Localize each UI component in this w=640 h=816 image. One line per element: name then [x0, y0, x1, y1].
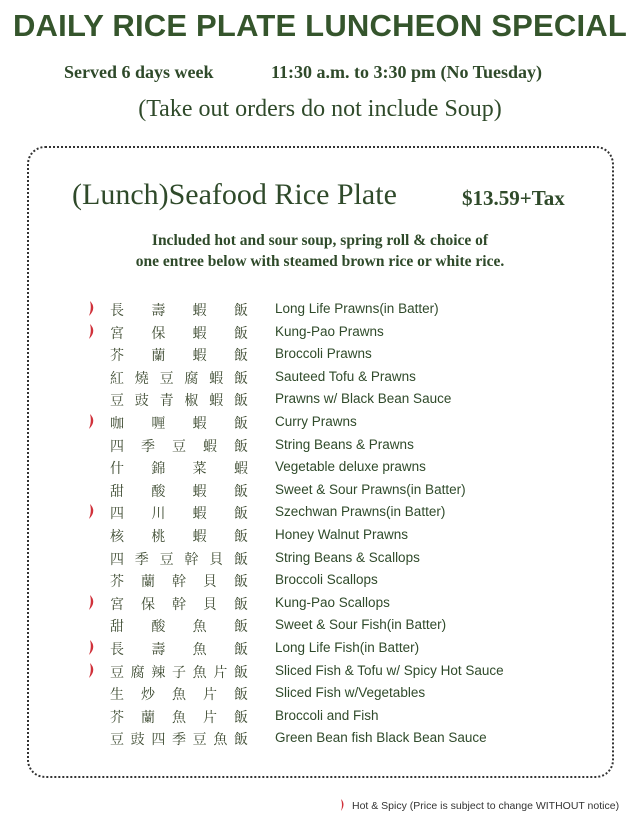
- menu-item: [88, 388, 508, 411]
- menu-item: [88, 456, 508, 479]
- menu-item: [88, 682, 508, 705]
- item-english-name: Green Bean fish Black Bean Sauce: [275, 730, 487, 746]
- served-hours: 11:30 a.m. to 3:30 pm (No Tuesday): [271, 62, 543, 82]
- item-chinese-name: 甜酸蝦飯: [110, 483, 276, 500]
- item-english-name: Broccoli and Fish: [275, 707, 379, 723]
- item-english-name: Sweet & Sour Fish(in Batter): [275, 617, 447, 633]
- item-english-name: Kung-Pao Scallops: [275, 594, 390, 610]
- menu-items-list: [88, 298, 508, 750]
- footnote-text: Hot & Spicy (Price is subject to change WITHOUT notice): [352, 800, 620, 812]
- item-chinese-name: 生炒魚片飯: [110, 687, 265, 704]
- chili-pepper-icon: [88, 663, 96, 678]
- menu-item: [88, 298, 508, 321]
- item-chinese-name: 什錦菜蝦: [110, 461, 276, 478]
- footnote: [340, 799, 619, 812]
- chili-pepper-icon: [88, 414, 96, 429]
- chili-pepper-icon: [88, 504, 96, 519]
- item-chinese-name: 四川蝦飯: [110, 506, 276, 523]
- item-english-name: Kung-Pao Prawns: [275, 323, 384, 339]
- item-chinese-name: 四季豆蝦飯: [110, 438, 265, 455]
- item-english-name: Sliced Fish w/Vegetables: [275, 685, 426, 701]
- served-days: Served 6 days week: [64, 62, 214, 82]
- item-chinese-name: 長壽蝦飯: [110, 303, 276, 319]
- page-title: DAILY RICE PLATE LUNCHEON SPECIAL: [12, 8, 628, 43]
- item-chinese-name: 芥蘭幹貝飯: [110, 574, 265, 591]
- item-english-name: Sweet & Sour Prawns(in Batter): [275, 481, 466, 497]
- menu-item: [88, 411, 508, 434]
- plate-price: $13.59+Tax: [462, 186, 565, 210]
- item-english-name: Szechwan Prawns(in Batter): [275, 504, 446, 520]
- menu-item: [88, 660, 508, 683]
- item-english-name: Prawns w/ Black Bean Sauce: [275, 391, 452, 407]
- chili-pepper-icon: [88, 595, 96, 610]
- chili-pepper-icon: [88, 640, 96, 655]
- item-chinese-name: 宮保蝦飯: [110, 325, 276, 342]
- menu-item: [88, 343, 508, 366]
- menu-item: [88, 637, 508, 660]
- menu-item: [88, 569, 508, 592]
- item-chinese-name: 紅燒豆腐蝦飯: [110, 370, 259, 387]
- chili-pepper-icon: [340, 799, 346, 811]
- menu-item: [88, 592, 508, 615]
- menu-item: [88, 524, 508, 547]
- chili-pepper-icon: [88, 301, 96, 316]
- menu-item: [88, 479, 508, 502]
- menu-item: [88, 321, 508, 344]
- plate-title: (Lunch)Seafood Rice Plate: [72, 178, 397, 211]
- item-chinese-name: 核桃蝦飯: [110, 528, 276, 545]
- item-chinese-name: 豆豉四季豆魚飯: [110, 732, 255, 749]
- item-english-name: Broccoli Scallops: [275, 572, 378, 588]
- item-english-name: Honey Walnut Prawns: [275, 526, 409, 542]
- item-english-name: Sliced Fish & Tofu w/ Spicy Hot Sauce: [275, 662, 504, 678]
- item-chinese-name: 四季豆幹貝飯: [110, 551, 259, 568]
- included-line-1: Included hot and sour soup, spring roll & choice of: [151, 232, 489, 249]
- item-english-name: Curry Prawns: [275, 413, 357, 429]
- item-english-name: String Beans & Scallops: [275, 549, 420, 565]
- item-english-name: String Beans & Prawns: [275, 436, 414, 452]
- item-chinese-name: 甜酸魚飯: [110, 619, 276, 636]
- takeout-note: (Take out orders do not include Soup): [138, 96, 502, 122]
- item-chinese-name: 長壽魚飯: [110, 641, 276, 658]
- item-english-name: Long Life Fish(in Batter): [275, 639, 420, 655]
- item-english-name: Long Life Prawns(in Batter): [275, 301, 439, 316]
- item-english-name: Broccoli Prawns: [275, 346, 372, 362]
- item-chinese-name: 咖喱蝦飯: [110, 415, 276, 432]
- included-line-2: one entree below with steamed brown rice or white rice.: [135, 253, 505, 270]
- menu-item: [88, 705, 508, 728]
- item-chinese-name: 豆腐辣子魚片飯: [110, 664, 255, 681]
- menu-item: [88, 366, 508, 389]
- menu-item: [88, 727, 508, 750]
- chili-pepper-icon: [88, 324, 96, 339]
- menu-item: [88, 434, 508, 457]
- item-chinese-name: 芥蘭魚片飯: [110, 709, 265, 726]
- item-chinese-name: 宮保幹貝飯: [110, 596, 265, 613]
- included-description: [0, 230, 640, 272]
- item-english-name: Sauteed Tofu & Prawns: [275, 368, 416, 384]
- menu-item: [88, 547, 508, 570]
- item-english-name: Vegetable deluxe prawns: [275, 459, 426, 475]
- menu-item: [88, 614, 508, 637]
- item-chinese-name: 芥蘭蝦飯: [110, 348, 276, 365]
- menu-item: [88, 501, 508, 524]
- item-chinese-name: 豆豉青椒蝦飯: [110, 393, 259, 410]
